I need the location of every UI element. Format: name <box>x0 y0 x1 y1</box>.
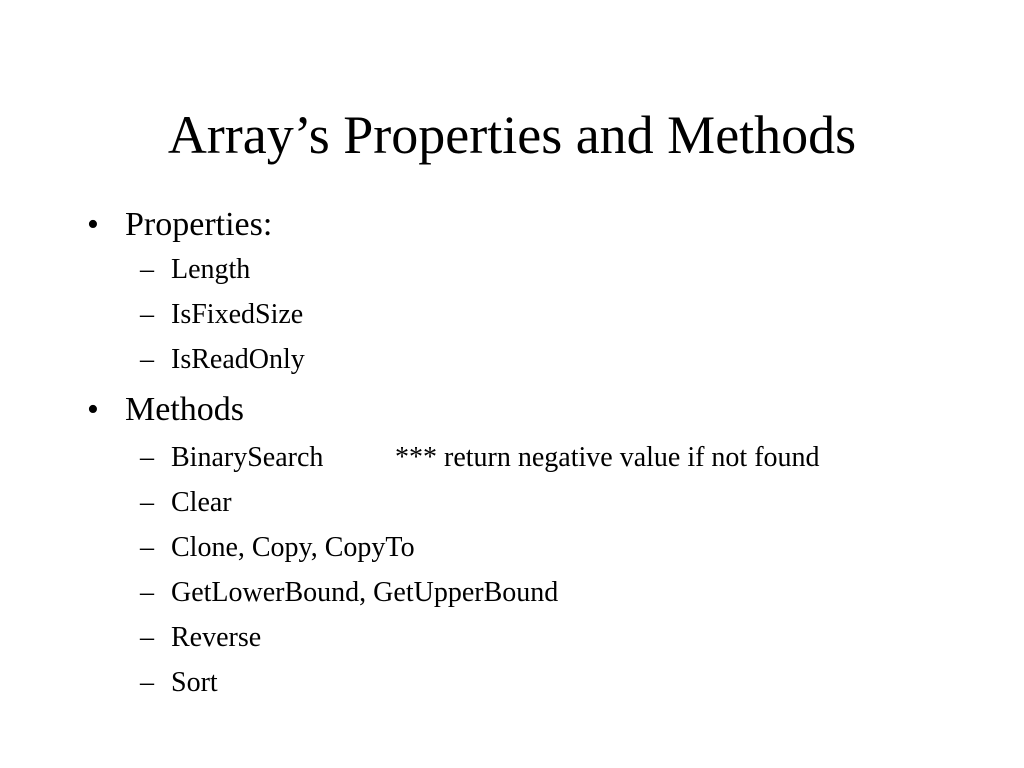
item-bounds: GetLowerBound, GetUpperBound <box>171 577 559 608</box>
bullet-marker: • <box>87 391 99 428</box>
item-length: Length <box>171 254 251 285</box>
dash-marker: – <box>140 667 154 698</box>
item-clear: Clear <box>171 487 232 518</box>
item-sort: Sort <box>171 667 218 698</box>
item-isfixedsize: IsFixedSize <box>171 299 304 330</box>
dash-marker: – <box>140 532 154 563</box>
dash-marker: – <box>140 577 154 608</box>
dash-marker: – <box>140 299 154 330</box>
item-clone-copy: Clone, Copy, CopyTo <box>171 532 415 563</box>
dash-marker: – <box>140 622 154 653</box>
bullet-heading-properties: Properties: <box>125 206 273 243</box>
dash-marker: – <box>140 487 154 518</box>
dash-marker: – <box>140 442 154 473</box>
dash-marker: – <box>140 344 154 375</box>
bullet-marker: • <box>87 206 99 243</box>
binarysearch-note: *** return negative value if not found <box>395 442 820 473</box>
bullet-heading-methods: Methods <box>125 391 244 428</box>
item-reverse: Reverse <box>171 622 262 653</box>
dash-marker: – <box>140 254 154 285</box>
slide-title: Array’s Properties and Methods <box>167 105 857 165</box>
item-binarysearch: BinarySearch <box>171 442 324 473</box>
item-isreadonly: IsReadOnly <box>171 344 305 375</box>
